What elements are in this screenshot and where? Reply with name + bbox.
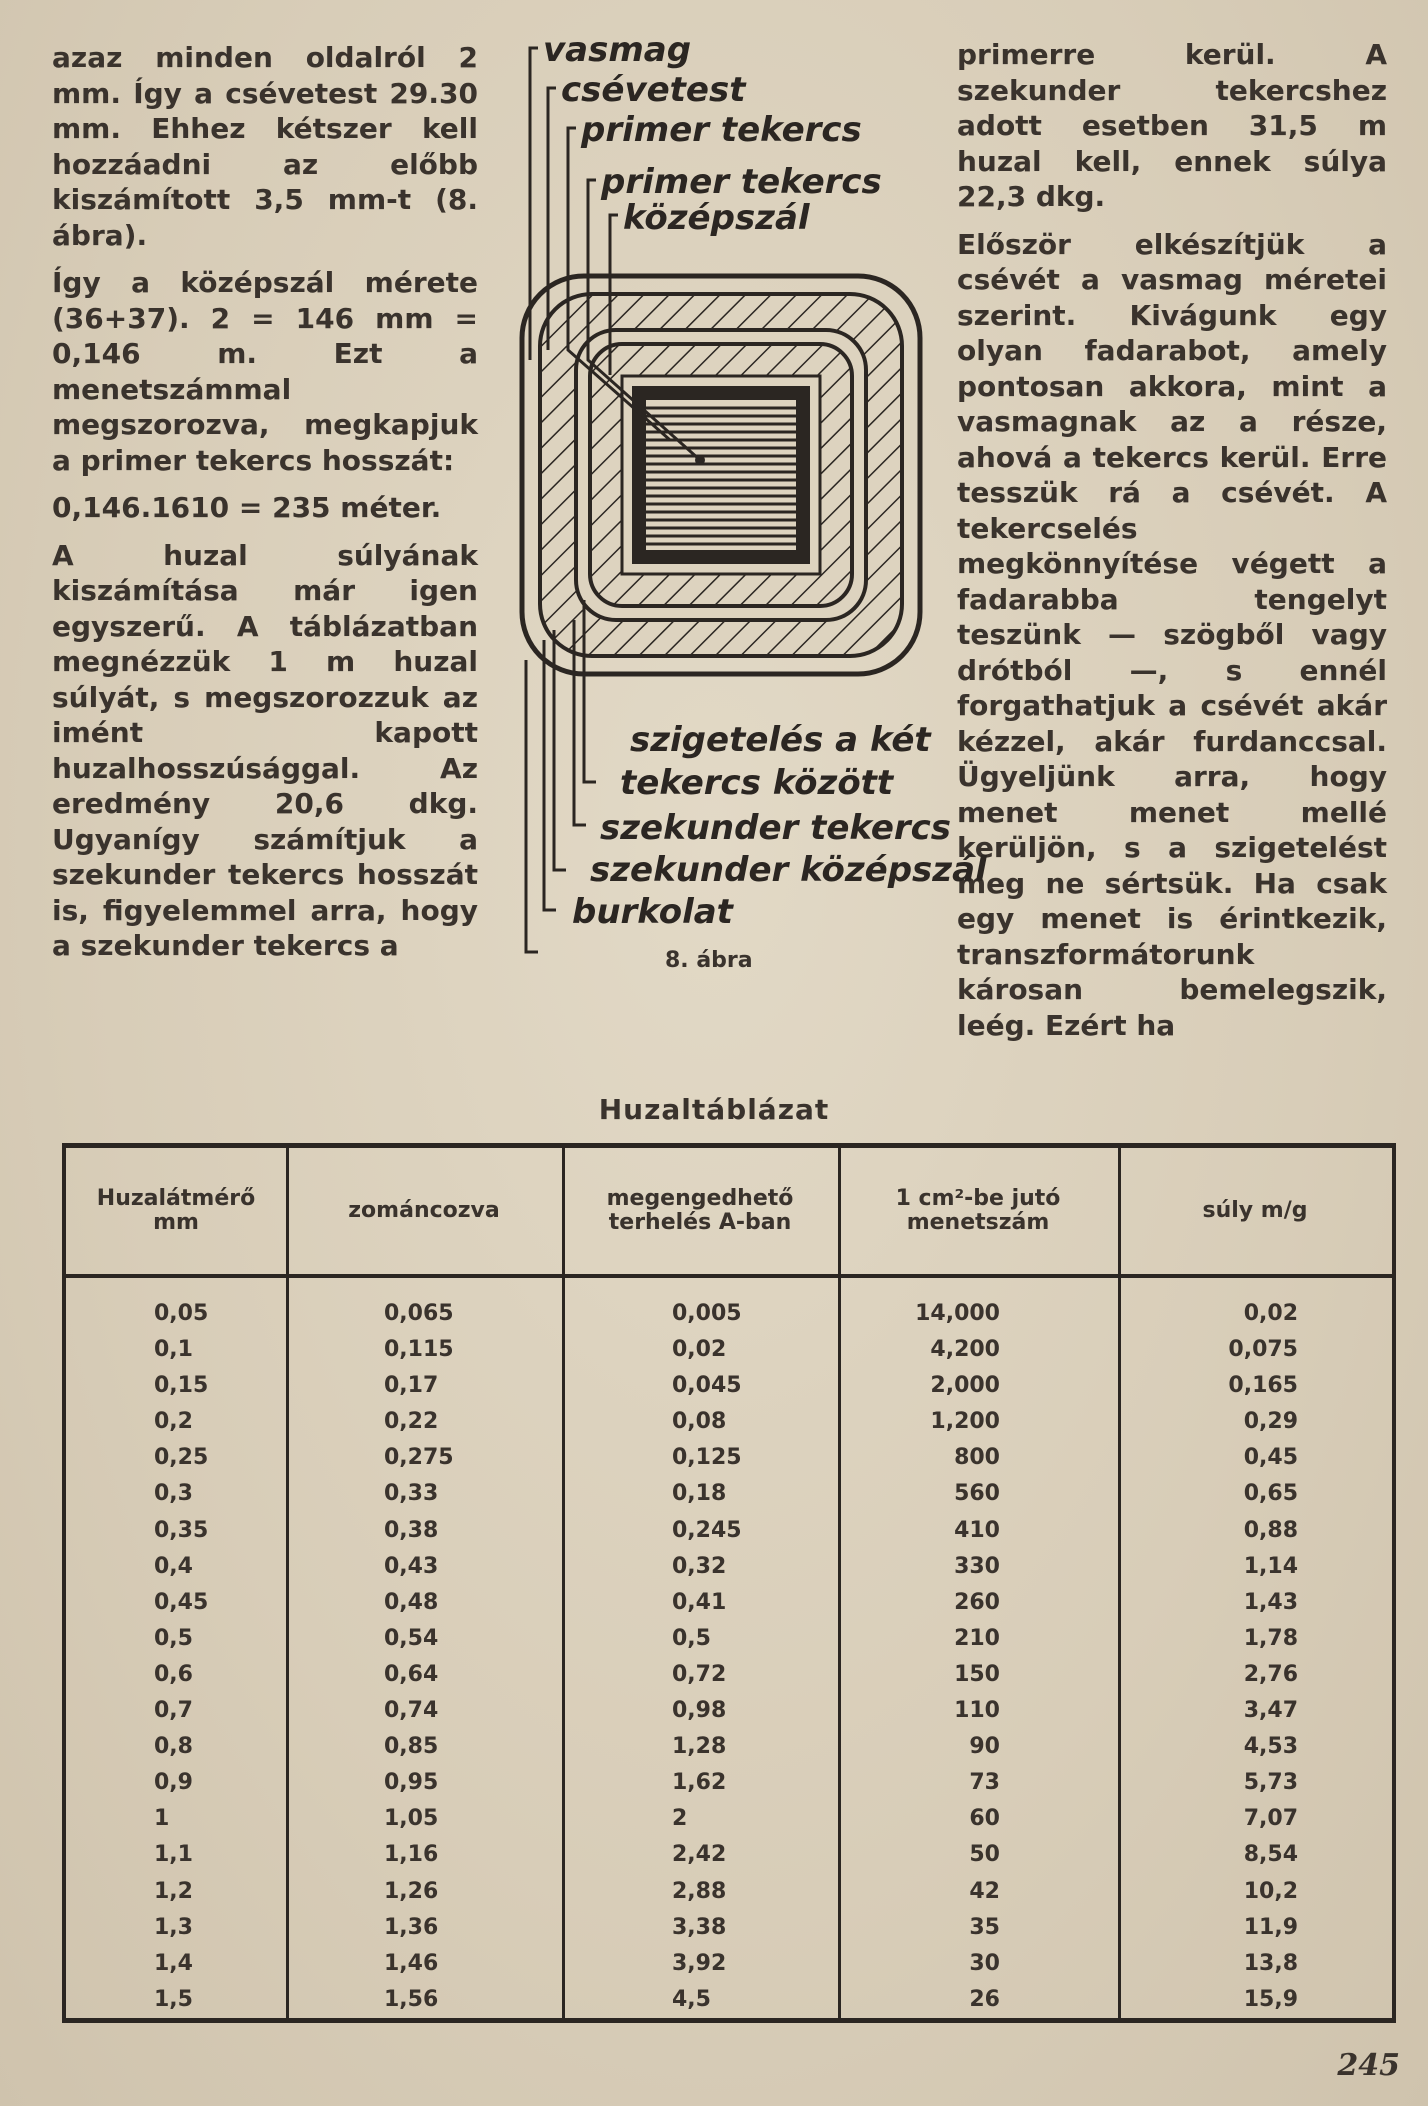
table-cell: 1,5 (154, 1986, 193, 2012)
paragraph: azaz minden oldalról 2 mm. Így a csévetest 29.30 mm. Ehhez kétszer kell hozzáadni az előbb kiszámított 3,5 mm-t (8. ábra). (52, 41, 478, 252)
figure-caption: 8. ábra (665, 948, 753, 973)
label-secondary-center-line: szekunder középszál (590, 850, 987, 890)
header-weight: súly m/g (1202, 1198, 1308, 1223)
table-cell: 0,45 (154, 1589, 209, 1615)
table-cell: 0,5 (154, 1625, 193, 1651)
table-cell: 410 (954, 1517, 1000, 1543)
table-cell: 1,28 (672, 1734, 727, 1760)
table-row (66, 1946, 1392, 1982)
table-row (66, 1621, 1392, 1657)
label-bobbin: csévetest (561, 70, 746, 110)
paragraph: Így a középszál mérete (36+37). 2 = 146 mm = 0,146 m. Ezt a menetszámmal megszorozva, megkapjuk a primer tekercs hosszát: (52, 266, 478, 477)
table-cell: 0,3 (154, 1481, 193, 1507)
table-cell: 0,275 (384, 1445, 454, 1471)
table-cell: 0,95 (384, 1770, 439, 1796)
table-cell: 0,115 (384, 1337, 454, 1363)
label-iron-core: vasmag (543, 30, 692, 70)
table-cell: 42 (969, 1878, 1000, 1904)
table-cell: 0,165 (1228, 1373, 1298, 1399)
table-row (66, 1513, 1392, 1549)
table-cell: 4,200 (930, 1337, 1000, 1363)
table-cell: 7,07 (1243, 1806, 1298, 1832)
table-cell: 1,3 (154, 1914, 193, 1940)
table-cell: 2,42 (672, 1842, 727, 1868)
table-row (66, 1693, 1392, 1729)
table-cell: 0,29 (1243, 1409, 1298, 1435)
table-cell: 0,43 (384, 1553, 439, 1579)
table-cell: 2,88 (672, 1878, 727, 1904)
table-cell: 1,4 (154, 1950, 193, 1976)
table-cell: 8,54 (1243, 1842, 1298, 1868)
table-cell: 0,25 (154, 1445, 209, 1471)
table-cell: 0,2 (154, 1409, 193, 1435)
table-row (66, 1837, 1392, 1873)
table-row (66, 1801, 1392, 1837)
table-cell: 1,200 (930, 1409, 1000, 1435)
table-cell: 0,02 (672, 1337, 727, 1363)
label-between-windings: tekercs között (620, 763, 894, 803)
table-cell: 800 (954, 1445, 1000, 1471)
table-cell: 0,54 (384, 1625, 439, 1651)
label-secondary-winding: szekunder tekercs (600, 808, 952, 848)
table-cell: 3,92 (672, 1950, 727, 1976)
table-cell: 0,38 (384, 1517, 439, 1543)
table-cell: 1,56 (384, 1986, 439, 2012)
table-cell: 0,85 (384, 1734, 439, 1760)
label-primary-center-line: primer tekercs (601, 162, 882, 202)
table-cell: 30 (969, 1950, 1000, 1976)
table-cell: 0,5 (672, 1625, 711, 1651)
table-cell: 0,9 (154, 1770, 193, 1796)
table-cell: 560 (954, 1481, 1000, 1507)
table-cell: 1,78 (1243, 1625, 1298, 1651)
table-cell: 10,2 (1243, 1878, 1298, 1904)
table-row (66, 1585, 1392, 1621)
table-cell: 0,245 (672, 1517, 742, 1543)
table-row (66, 1729, 1392, 1765)
table-cell: 0,065 (384, 1301, 454, 1326)
table-cell: 0,05 (154, 1301, 209, 1326)
table-row (66, 1765, 1392, 1801)
table-cell: 0,18 (672, 1481, 727, 1507)
page-number: 245 (1337, 2048, 1400, 2083)
table-cell: 110 (954, 1698, 1000, 1724)
table-cell: 0,32 (672, 1553, 727, 1579)
label-casing: burkolat (572, 892, 733, 932)
table-cell: 3,38 (672, 1914, 727, 1940)
table-cell: 1,14 (1243, 1553, 1298, 1579)
table-cell: 260 (954, 1589, 1000, 1615)
table-cell: 1 (154, 1806, 170, 1832)
header-turns-per-cm2: 1 cm²-be jutó menetszám (895, 1186, 1061, 1235)
table-cell: 0,7 (154, 1698, 193, 1724)
table-row (66, 1874, 1392, 1910)
table-cell: 0,17 (384, 1373, 439, 1399)
table-cell: 26 (969, 1986, 1000, 2012)
paragraph: A huzal súlyának kiszámítása már igen egyszerű. A táblázatban megnézzük 1 m huzal súlyát, s megszorozzuk az imént kapott huzalhosszúsággal. Az eredmény 20,6 dkg. Ugyanígy számítjuk a szekunder tekercs hosszát is, figyelemmel arra, hogy a szekunder tekercs a (52, 538, 478, 962)
table-cell: 2,000 (930, 1373, 1000, 1399)
table-row (66, 1296, 1392, 1332)
table-cell: 0,4 (154, 1553, 193, 1579)
label-primary-winding: primer tekercs (581, 110, 862, 150)
table-cell: 0,64 (384, 1661, 439, 1687)
table-row (66, 1982, 1392, 2018)
label-insulation: szigetelés a két (630, 720, 931, 760)
table-row (66, 1549, 1392, 1585)
table-cell: 0,125 (672, 1445, 742, 1471)
table-cell: 1,26 (384, 1878, 439, 1904)
table-cell: 0,075 (1228, 1337, 1298, 1363)
table-cell: 0,48 (384, 1589, 439, 1615)
table-cell: 0,08 (672, 1409, 727, 1435)
table-body (66, 1296, 1392, 2018)
table-cell: 90 (969, 1734, 1000, 1760)
table-cell: 35 (969, 1914, 1000, 1940)
table-row (66, 1404, 1392, 1440)
table-cell: 2,76 (1243, 1661, 1298, 1687)
table-cell: 0,02 (1243, 1301, 1298, 1326)
table-cell: 0,33 (384, 1481, 439, 1507)
left-text-column (52, 40, 478, 976)
wire-table (62, 1143, 1396, 2023)
table-cell: 0,35 (154, 1517, 209, 1543)
table-row (66, 1368, 1392, 1404)
table-cell: 50 (969, 1842, 1000, 1868)
table-cell: 330 (954, 1553, 1000, 1579)
table-cell: 1,2 (154, 1878, 193, 1904)
table-cell: 150 (954, 1661, 1000, 1687)
table-cell: 1,36 (384, 1914, 439, 1940)
table-cell: 1,46 (384, 1950, 439, 1976)
table-cell: 0,41 (672, 1589, 727, 1615)
header-enamelled: zománcozva (348, 1198, 500, 1223)
table-cell: 0,88 (1243, 1517, 1298, 1543)
table-cell: 4,53 (1243, 1734, 1298, 1760)
table-cell: 1,1 (154, 1842, 193, 1868)
table-cell: 3,47 (1243, 1698, 1298, 1724)
table-cell: 0,045 (672, 1373, 742, 1399)
table-cell: 0,74 (384, 1698, 439, 1724)
table-cell: 0,8 (154, 1734, 193, 1760)
table-cell: 2 (672, 1806, 688, 1832)
table-cell: 0,15 (154, 1373, 209, 1399)
header-diameter: Huzalátmérő mm (96, 1186, 256, 1235)
table-cell: 0,6 (154, 1661, 193, 1687)
table-cell: 0,005 (672, 1301, 742, 1326)
table-cell: 0,45 (1243, 1445, 1298, 1471)
table-row (66, 1332, 1392, 1368)
table-row (66, 1440, 1392, 1476)
table-cell: 0,98 (672, 1698, 727, 1724)
table-cell: 73 (969, 1770, 1000, 1796)
paragraph: Először elkészítjük a csévét a vasmag méretei szerint. Kivágunk egy olyan fadarabot, amely pontosan akkora, mint a vasmagnak az a része, ahová a tekercs kerül. Erre tesszük rá a csévét. A tekercselés megkönnyítése végett a fadarabba tengelyt teszünk — szögből vagy drótból —, s ennél forgathatjuk a csévét akár kézzel, akár furdanccsal. Ügyeljünk arra, hogy menet menet mellé kerüljön, s a szigetelést meg ne sértsük. Ha csak egy menet is érintkezik, transzformátorunk károsan bemelegszik, leég. Ezért ha (957, 227, 1387, 1042)
table-cell: 13,8 (1243, 1950, 1298, 1976)
table-cell: 0,1 (154, 1337, 193, 1363)
table-cell: 0,22 (384, 1409, 439, 1435)
table-cell: 14,000 (915, 1301, 1000, 1326)
table-cell: 0,72 (672, 1661, 727, 1687)
table-row (66, 1657, 1392, 1693)
table-cell: 60 (969, 1806, 1000, 1832)
table-cell: 1,16 (384, 1842, 439, 1868)
paragraph: primerre kerül. A szekunder tekercshez adott esetben 31,5 m huzal kell, ennek súlya 22,3 dkg. (957, 38, 1387, 213)
table-cell: 1,62 (672, 1770, 727, 1796)
table-header (66, 1148, 1392, 1278)
table-cell: 4,5 (672, 1986, 711, 2012)
table-cell: 1,05 (384, 1806, 439, 1832)
table-cell: 210 (954, 1625, 1000, 1651)
right-text-column (957, 37, 1387, 1055)
table-cell: 15,9 (1243, 1986, 1298, 2012)
table-cell: 1,43 (1243, 1589, 1298, 1615)
table-title: Huzaltáblázat (598, 1093, 830, 1126)
formula-line: 0,146.1610 = 235 méter. (52, 491, 442, 524)
table-row (66, 1910, 1392, 1946)
label-primary-center-line-2: középszál (623, 198, 810, 238)
table-cell: 11,9 (1243, 1914, 1298, 1940)
table-cell: 5,73 (1243, 1770, 1298, 1796)
table-row (66, 1476, 1392, 1512)
table-cell: 0,65 (1243, 1481, 1298, 1507)
header-max-load: megengedhető terhelés A-ban (606, 1186, 794, 1235)
